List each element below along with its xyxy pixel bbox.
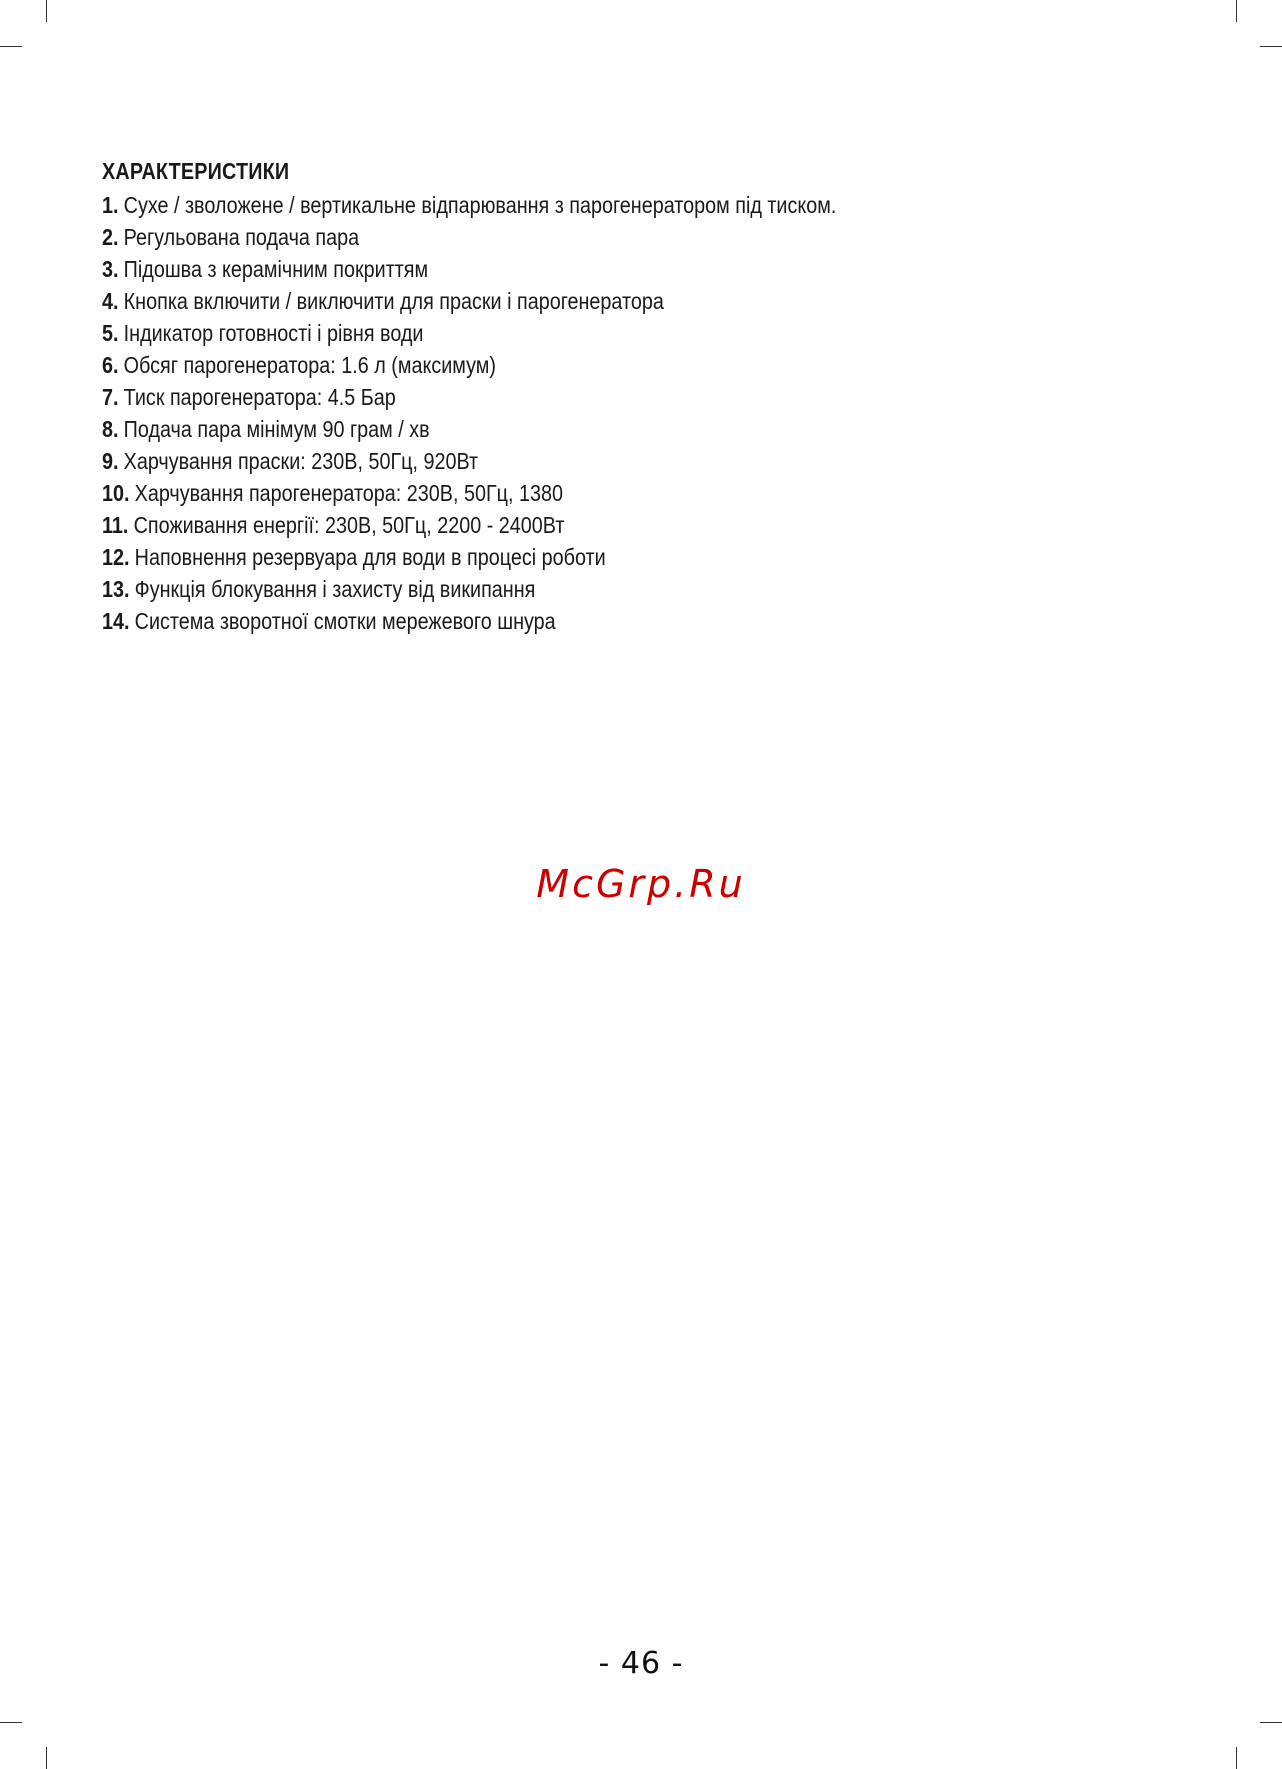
spec-item-text: Харчування парогенератора: 230В, 50Гц, 1380 [134,480,564,506]
spec-item-text: Індикатор готовності і рівня води [123,320,424,346]
spec-item [102,349,1031,381]
crop-mark [0,1722,22,1723]
spec-item-number: 12. [102,544,130,570]
spec-item [102,477,1031,509]
spec-item [102,605,1031,637]
spec-item-number: 5. [102,320,119,346]
spec-item-number: 6. [102,352,119,378]
spec-item-number: 1. [102,192,119,218]
spec-item [102,253,1031,285]
spec-item-number: 10. [102,480,130,506]
spec-item-number: 13. [102,576,130,602]
spec-item-text: Кнопка включити / виключити для праски і парогенератора [123,288,664,314]
spec-item [102,285,1031,317]
spec-item-number: 7. [102,384,119,410]
spec-item-text: Система зворотної смотки мережевого шнура [134,608,556,634]
spec-item-text: Споживання енергії: 230В, 50Гц, 2200 - 2400Вт [133,512,565,538]
characteristics-section [102,157,1182,637]
spec-item-number: 11. [102,512,129,538]
spec-item [102,381,1031,413]
spec-item-number: 14. [102,608,130,634]
crop-mark [0,46,22,47]
spec-item-text: Функція блокування і захисту від википання [134,576,536,602]
spec-item [102,573,1031,605]
spec-item [102,509,1031,541]
spec-item-number: 3. [102,256,119,282]
spec-list [102,189,1182,637]
spec-item-number: 2. [102,224,119,250]
spec-item-text: Харчування праски: 230В, 50Гц, 920Вт [123,448,479,474]
crop-mark [1260,46,1282,47]
spec-item [102,413,1031,445]
spec-item [102,445,1031,477]
spec-item [102,541,1031,573]
spec-item-text: Обсяг парогенератора: 1.6 л (максимум) [123,352,496,378]
spec-item-text: Подача пара мінімум 90 грам / хв [123,416,430,442]
spec-item-text: Наповнення резервуара для води в процесі роботи [134,544,606,570]
spec-item-number: 9. [102,448,119,474]
watermark: McGrp.Ru [536,862,746,906]
spec-item [102,221,1031,253]
spec-item-text: Сухе / зволожене / вертикальне відпарювання з парогенератором під тиском. [123,192,837,218]
spec-item [102,189,1031,221]
spec-item-number: 4. [102,288,119,314]
section-heading: ХАРАКТЕРИСТИКИ [102,158,290,184]
spec-item-text: Регульована подача пара [123,224,360,250]
crop-mark [1260,1722,1282,1723]
spec-item-text: Тиск парогенератора: 4.5 Бар [123,384,396,410]
spec-item [102,317,1031,349]
crop-mark [46,1747,47,1769]
crop-mark [1236,1747,1237,1769]
page-number: - 46 - [598,1646,684,1681]
crop-mark [46,0,47,22]
spec-item-number: 8. [102,416,119,442]
spec-item-text: Підошва з керамічним покриттям [123,256,429,282]
crop-mark [1236,0,1237,22]
